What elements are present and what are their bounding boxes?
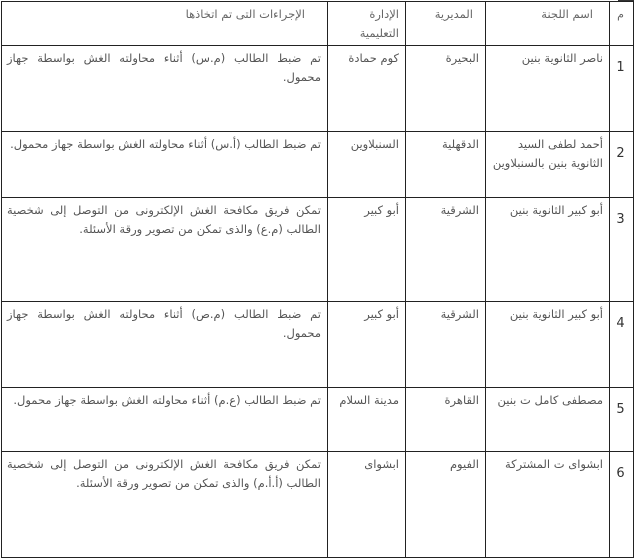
actions-cell: تم ضبط الطالب (م.ص) أثناء محاولته الغش بواسطة جهاز محمول.	[2, 302, 328, 388]
table-row	[2, 388, 634, 452]
row-number: 4	[610, 302, 634, 388]
table-header-row	[2, 2, 634, 46]
row-number: 3	[610, 198, 634, 302]
table-row	[2, 46, 634, 132]
actions-cell: تم ضبط الطالب (أ.س) أثناء محاولته الغش بواسطة جهاز محمول.	[2, 132, 328, 198]
admin-cell: أبو كبير	[328, 198, 406, 302]
committee-cell: أبو كبير الثانوية بنين	[486, 302, 610, 388]
directorate-cell: الدقهلية	[406, 132, 486, 198]
admin-cell: السنبلاوين	[328, 132, 406, 198]
header-actions: الإجراءات التى تم اتخاذها	[2, 2, 328, 46]
row-number: 5	[610, 388, 634, 452]
directorate-cell: الفيوم	[406, 452, 486, 558]
header-number: م	[610, 2, 634, 46]
row-number: 2	[610, 132, 634, 198]
directorate-cell: البحيرة	[406, 46, 486, 132]
table-row	[2, 302, 634, 388]
admin-cell: مدينة السلام	[328, 388, 406, 452]
directorate-cell: القاهرة	[406, 388, 486, 452]
actions-cell: تم ضبط الطالب (ع.م) أثناء محاولته الغش بواسطة جهاز محمول.	[2, 388, 328, 452]
committee-cell: أحمد لطفى السيد الثانوية بنين بالسنبلاوين	[486, 132, 610, 198]
actions-cell: تمكن فريق مكافحة الغش الإلكترونى من التوصل إلى شخصية الطالب (أ.أ.م) والذى تمكن من تصوير ورقة الأسئلة.	[2, 452, 328, 558]
header-admin: الإدارة التعليمية	[328, 2, 406, 46]
committee-cell: مصطفى كامل ت بنين	[486, 388, 610, 452]
header-directorate: المديرية	[406, 2, 486, 46]
table-row	[2, 452, 634, 558]
admin-cell: أبو كبير	[328, 302, 406, 388]
incidents-table	[1, 1, 634, 558]
committee-cell: ابشواى ت المشتركة	[486, 452, 610, 558]
directorate-cell: الشرقية	[406, 198, 486, 302]
actions-cell: تمكن فريق مكافحة الغش الإلكترونى من التوصل إلى شخصية الطالب (م.ع) والذى تمكن من تصوير ورقة الأسئلة.	[2, 198, 328, 302]
table-row	[2, 198, 634, 302]
committee-cell: أبو كبير الثانوية بنين	[486, 198, 610, 302]
committee-cell: ناصر الثانوية بنين	[486, 46, 610, 132]
table-row	[2, 132, 634, 198]
header-committee: اسم اللجنة	[486, 2, 610, 46]
admin-cell: ابشواى	[328, 452, 406, 558]
row-number: 6	[610, 452, 634, 558]
directorate-cell: الشرقية	[406, 302, 486, 388]
admin-cell: كوم حمادة	[328, 46, 406, 132]
actions-cell: تم ضبط الطالب (م.س) أثناء محاولته الغش بواسطة جهاز محمول.	[2, 46, 328, 132]
row-number: 1	[610, 46, 634, 132]
